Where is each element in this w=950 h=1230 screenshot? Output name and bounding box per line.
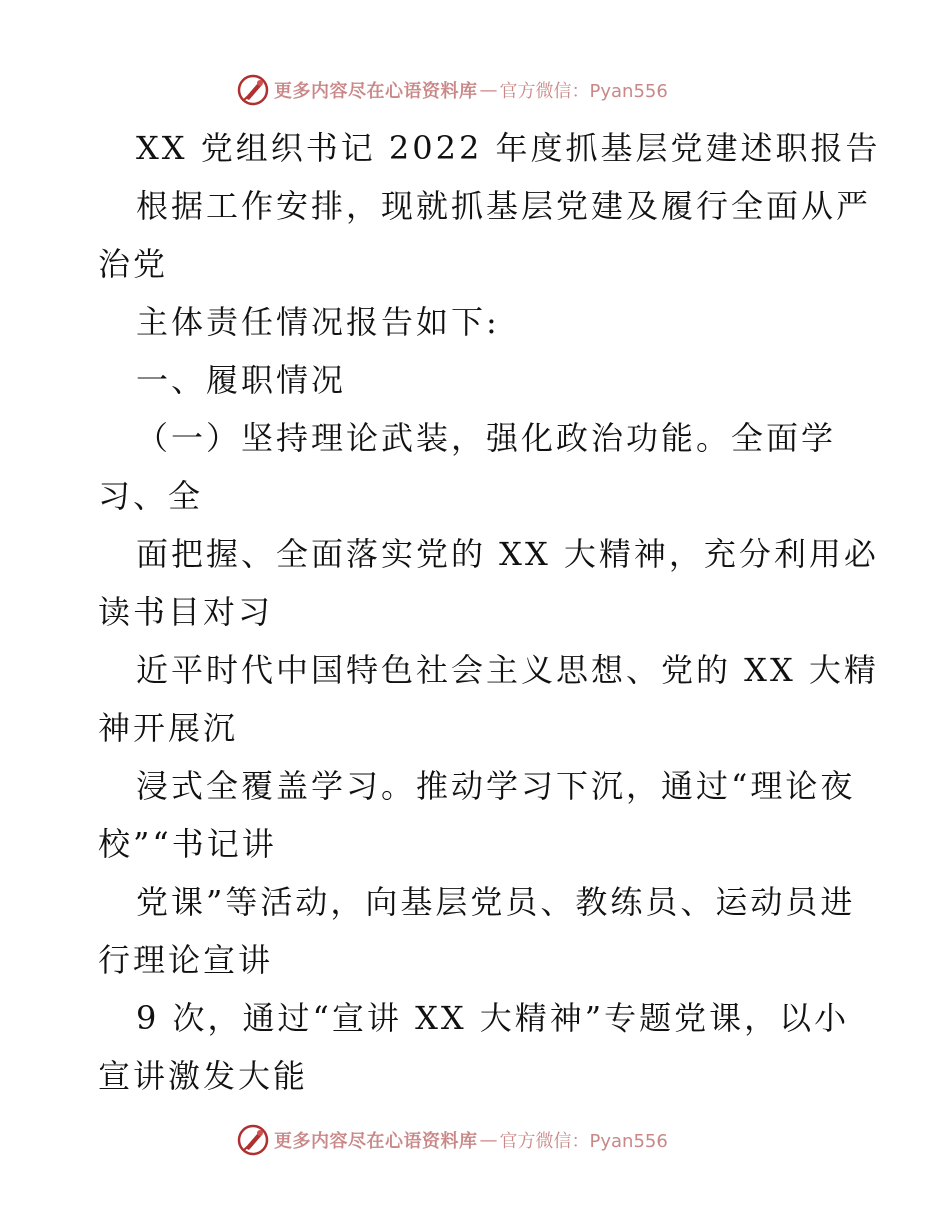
quill-logo-icon <box>236 1123 270 1157</box>
doc-line: 党课”等活动，向基层党员、教练员、运动员进 <box>136 883 856 921</box>
banner-contact-text: 官方微信：Pyan556 <box>499 1131 668 1152</box>
doc-line: 校”“书记讲 <box>98 825 277 863</box>
doc-line: 9 次，通过“宣讲 XX 大精神”专题党课，以小 <box>136 999 850 1037</box>
doc-line: 面把握、全面落实党的 XX 大精神，充分利用必 <box>136 535 879 573</box>
footer-banner <box>236 1122 668 1158</box>
doc-line: 读书目对习 <box>98 593 274 631</box>
banner-dash: — <box>479 1129 498 1151</box>
banner-contact-text: 官方微信：Pyan556 <box>499 81 668 102</box>
doc-line: 宣讲激发大能 <box>98 1057 309 1095</box>
doc-line: 行理论宣讲 <box>98 941 274 979</box>
header-banner <box>236 72 668 108</box>
banner-site-text: 更多内容尽在心语资料库 <box>274 81 478 102</box>
doc-line: 近平时代中国特色社会主义思想、党的 XX 大精 <box>136 651 879 689</box>
banner-site-text: 更多内容尽在心语资料库 <box>274 1131 478 1152</box>
doc-line: 主体责任情况报告如下: <box>136 303 500 341</box>
doc-line: 习、全 <box>98 477 204 515</box>
doc-line: （一）坚持理论武装，强化政治功能。全面学 <box>136 419 837 457</box>
doc-line: 浸式全覆盖学习。推动学习下沉，通过“理论夜 <box>136 767 856 805</box>
quill-logo-icon <box>236 73 270 107</box>
doc-line: 根据工作安排，现就抓基层党建及履行全面从严 <box>136 187 872 225</box>
doc-title: XX 党组织书记 2022 年度抓基层党建述职报告 <box>136 129 881 167</box>
banner-dash: — <box>479 79 498 101</box>
doc-line: 治党 <box>98 245 169 283</box>
doc-line: 神开展沉 <box>98 709 239 747</box>
section-heading: 一、履职情况 <box>136 361 347 399</box>
